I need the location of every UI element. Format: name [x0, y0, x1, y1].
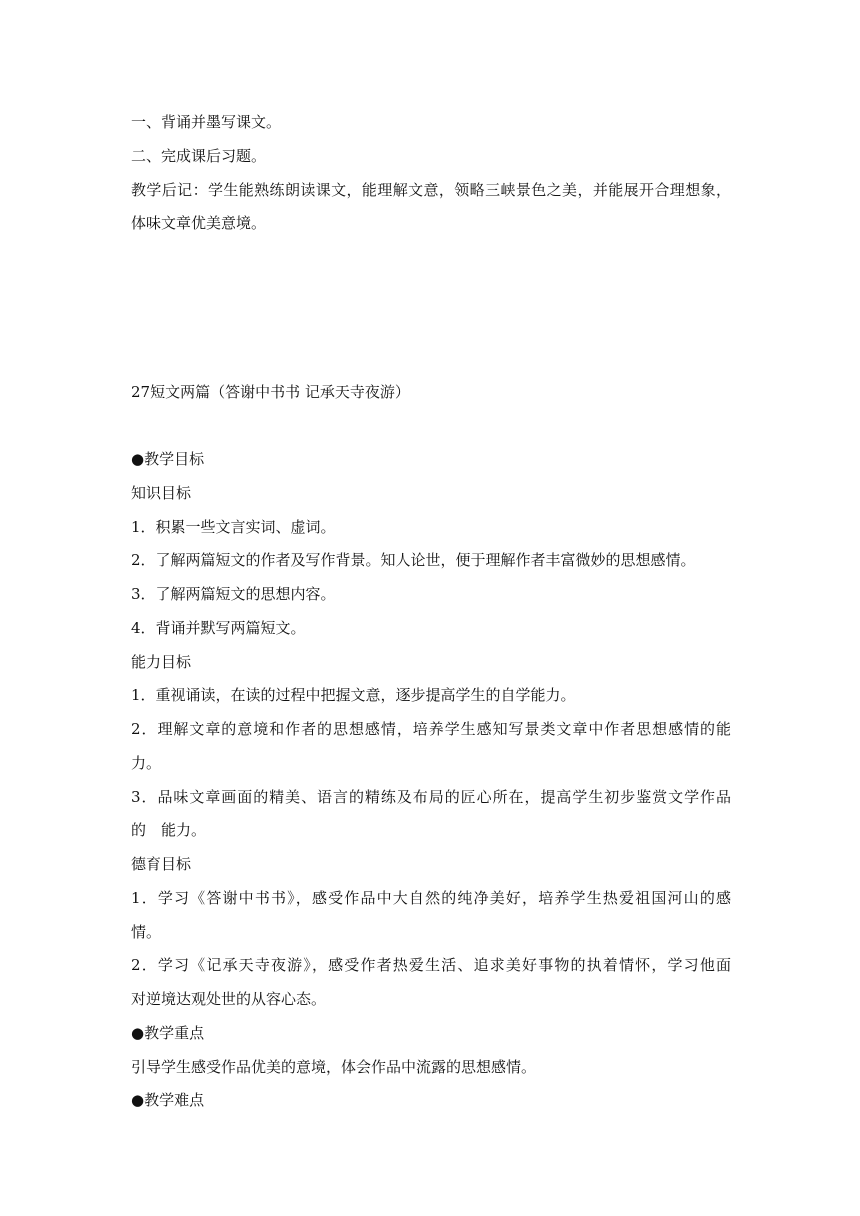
moral-goal-1-line-2: 情。: [131, 923, 162, 941]
knowledge-goals-heading: 知识目标: [131, 484, 192, 502]
ability-goal-2-line-1: 2．理解文章的意境和作者的思想感情，培养学生感知写景类文章中作者思想感情的能: [131, 720, 731, 738]
key-points-text: 引导学生感受作品优美的意境，体会作品中流露的思想感情。: [131, 1058, 537, 1076]
lesson-title: 27短文两篇（答谢中书书 记承天寺夜游）: [131, 383, 410, 401]
knowledge-goal-4: 4．背诵并默写两篇短文。: [131, 619, 306, 637]
difficulties-heading: ●教学难点: [131, 1091, 205, 1109]
knowledge-goal-2: 2．了解两篇短文的作者及写作背景。知人论世，便于理解作者丰富微妙的思想感情。: [131, 551, 696, 569]
assignment-line-2: 二、完成课后习题。: [131, 147, 267, 165]
knowledge-goal-1: 1．积累一些文言实词、虚词。: [131, 518, 336, 536]
knowledge-goal-3: 3．了解两篇短文的思想内容。: [131, 585, 336, 603]
moral-goal-2-line-2: 对逆境达观处世的从容心态。: [131, 990, 327, 1008]
moral-goal-1-line-1: 1．学习《答谢中书书》，感受作品中大自然的纯净美好，培养学生热爱祖国河山的感: [131, 889, 731, 907]
assignment-line-1: 一、背诵并墨写课文。: [131, 113, 282, 131]
moral-goals-heading: 德育目标: [131, 855, 192, 873]
ability-goal-3-line-2: 的 能力。: [131, 821, 207, 839]
teaching-notes-line-1: 教学后记：学生能熟练朗读课文，能理解文意，领略三峡景色之美，并能展开合理想象，: [131, 181, 731, 199]
ability-goal-1: 1．重视诵读，在读的过程中把握文意，逐步提高学生的自学能力。: [131, 686, 576, 704]
ability-goals-heading: 能力目标: [131, 653, 192, 671]
goals-heading: ●教学目标: [131, 450, 205, 468]
ability-goal-2-line-2: 力。: [131, 754, 162, 772]
ability-goal-3-line-1: 3．品味文章画面的精美、语言的精练及布局的匠心所在，提高学生初步鉴赏文学作品: [131, 788, 731, 806]
key-points-heading: ●教学重点: [131, 1024, 205, 1042]
moral-goal-2-line-1: 2．学习《记承天寺夜游》，感受作者热爱生活、追求美好事物的执着情怀，学习他面: [131, 956, 731, 974]
teaching-notes-line-2: 体味文章优美意境。: [131, 214, 267, 232]
